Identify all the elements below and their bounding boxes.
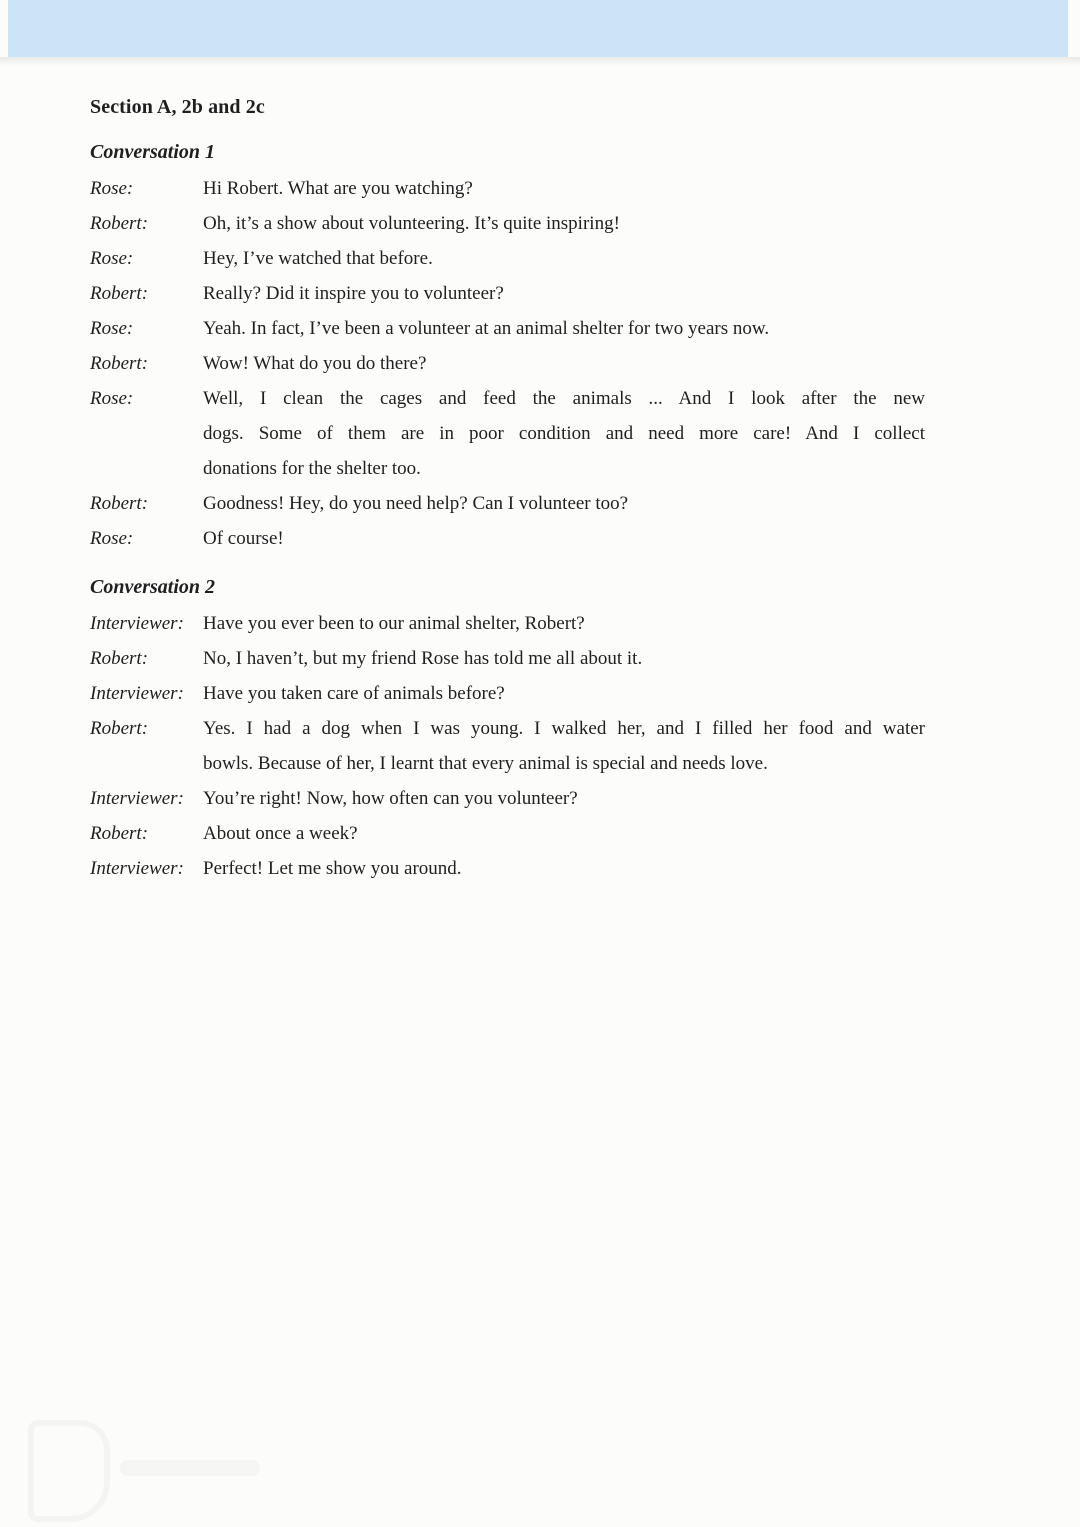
scan-shadow (0, 57, 1080, 66)
dialogue-turns (90, 606, 935, 886)
speaker-label: Robert: (90, 718, 149, 739)
dialogue-turn (90, 816, 935, 851)
utterance-text (203, 486, 925, 521)
utterance-line: Well, I clean the cages and feed the animals ... And I look after the new (203, 388, 925, 409)
speaker-label: Robert: (90, 493, 149, 514)
dialogue-turn (90, 486, 935, 521)
utterance-line: No, I haven’t, but my friend Rose has told me all about it. (203, 648, 643, 669)
speaker-label: Rose: (90, 178, 134, 199)
utterance-line: Really? Did it inspire you to volunteer? (203, 283, 504, 304)
conversation-title: Conversation 2 (90, 576, 216, 598)
utterance-line: Have you taken care of animals before? (203, 683, 505, 704)
utterance-text (203, 641, 925, 676)
speaker-label: Robert: (90, 213, 149, 234)
utterance-text (203, 676, 925, 711)
listening-script (90, 93, 935, 886)
utterance-text (203, 346, 925, 381)
utterance-line: Wow! What do you do there? (203, 353, 427, 374)
utterance-line: bowls. Because of her, I learnt that every animal is special and needs love. (203, 753, 768, 774)
utterance-line: Goodness! Hey, do you need help? Can I volunteer too? (203, 493, 629, 514)
dialogue-turn (90, 241, 935, 276)
header-band (8, 0, 1068, 57)
conversations-container (90, 138, 935, 886)
utterance-text (203, 276, 925, 311)
speaker-label: Robert: (90, 648, 149, 669)
watermark (10, 1412, 280, 1527)
utterance-line: Yeah. In fact, I’ve been a volunteer at an animal shelter for two years now. (203, 318, 770, 339)
utterance-line: Hey, I’ve watched that before. (203, 248, 433, 269)
utterance-text (203, 521, 925, 556)
watermark-logo (28, 1420, 110, 1522)
speaker-label: Rose: (90, 318, 134, 339)
dialogue-turn (90, 521, 935, 556)
utterance-line: dogs. Some of them are in poor condition and need more care! And I collect (203, 423, 925, 444)
dialogue-turn (90, 311, 935, 346)
utterance-text (203, 781, 925, 816)
utterance-text (203, 711, 925, 781)
watermark-text-smudge (120, 1460, 260, 1476)
dialogue-turn (90, 276, 935, 311)
utterance-text (203, 851, 925, 886)
dialogue-turn (90, 851, 935, 886)
speaker-label: Robert: (90, 283, 149, 304)
utterance-text (203, 606, 925, 641)
utterance-line: Have you ever been to our animal shelter, Robert? (203, 613, 585, 634)
dialogue-turn (90, 346, 935, 381)
utterance-text (203, 816, 925, 851)
dialogue-turn (90, 206, 935, 241)
utterance-text (203, 171, 925, 206)
dialogue-turn (90, 641, 935, 676)
conversation-title: Conversation 1 (90, 141, 216, 163)
section-title: Section A, 2b and 2c (90, 96, 265, 118)
utterance-line: Perfect! Let me show you around. (203, 858, 462, 879)
speaker-label: Interviewer: (90, 613, 184, 634)
speaker-label: Robert: (90, 823, 149, 844)
speaker-label: Rose: (90, 388, 134, 409)
dialogue-turn (90, 381, 935, 486)
utterance-text (203, 381, 925, 486)
utterance-line: You’re right! Now, how often can you volunteer? (203, 788, 578, 809)
dialogue-turns (90, 171, 935, 556)
conversation (90, 138, 935, 556)
dialogue-turn (90, 711, 935, 781)
utterance-text (203, 311, 925, 346)
dialogue-turn (90, 171, 935, 206)
utterance-line: Of course! (203, 528, 284, 549)
utterance-line: Hi Robert. What are you watching? (203, 178, 473, 199)
speaker-label: Robert: (90, 353, 149, 374)
utterance-line: donations for the shelter too. (203, 458, 421, 479)
dialogue-turn (90, 781, 935, 816)
speaker-label: Interviewer: (90, 858, 184, 879)
dialogue-turn (90, 606, 935, 641)
dialogue-turn (90, 676, 935, 711)
utterance-line: Oh, it’s a show about volunteering. It’s quite inspiring! (203, 213, 620, 234)
utterance-text (203, 241, 925, 276)
speaker-label: Interviewer: (90, 788, 184, 809)
speaker-label: Interviewer: (90, 683, 184, 704)
conversation (90, 573, 935, 886)
utterance-text (203, 206, 925, 241)
utterance-line: About once a week? (203, 823, 358, 844)
utterance-line: Yes. I had a dog when I was young. I walked her, and I filled her food and water (203, 718, 925, 739)
speaker-label: Rose: (90, 248, 134, 269)
speaker-label: Rose: (90, 528, 134, 549)
